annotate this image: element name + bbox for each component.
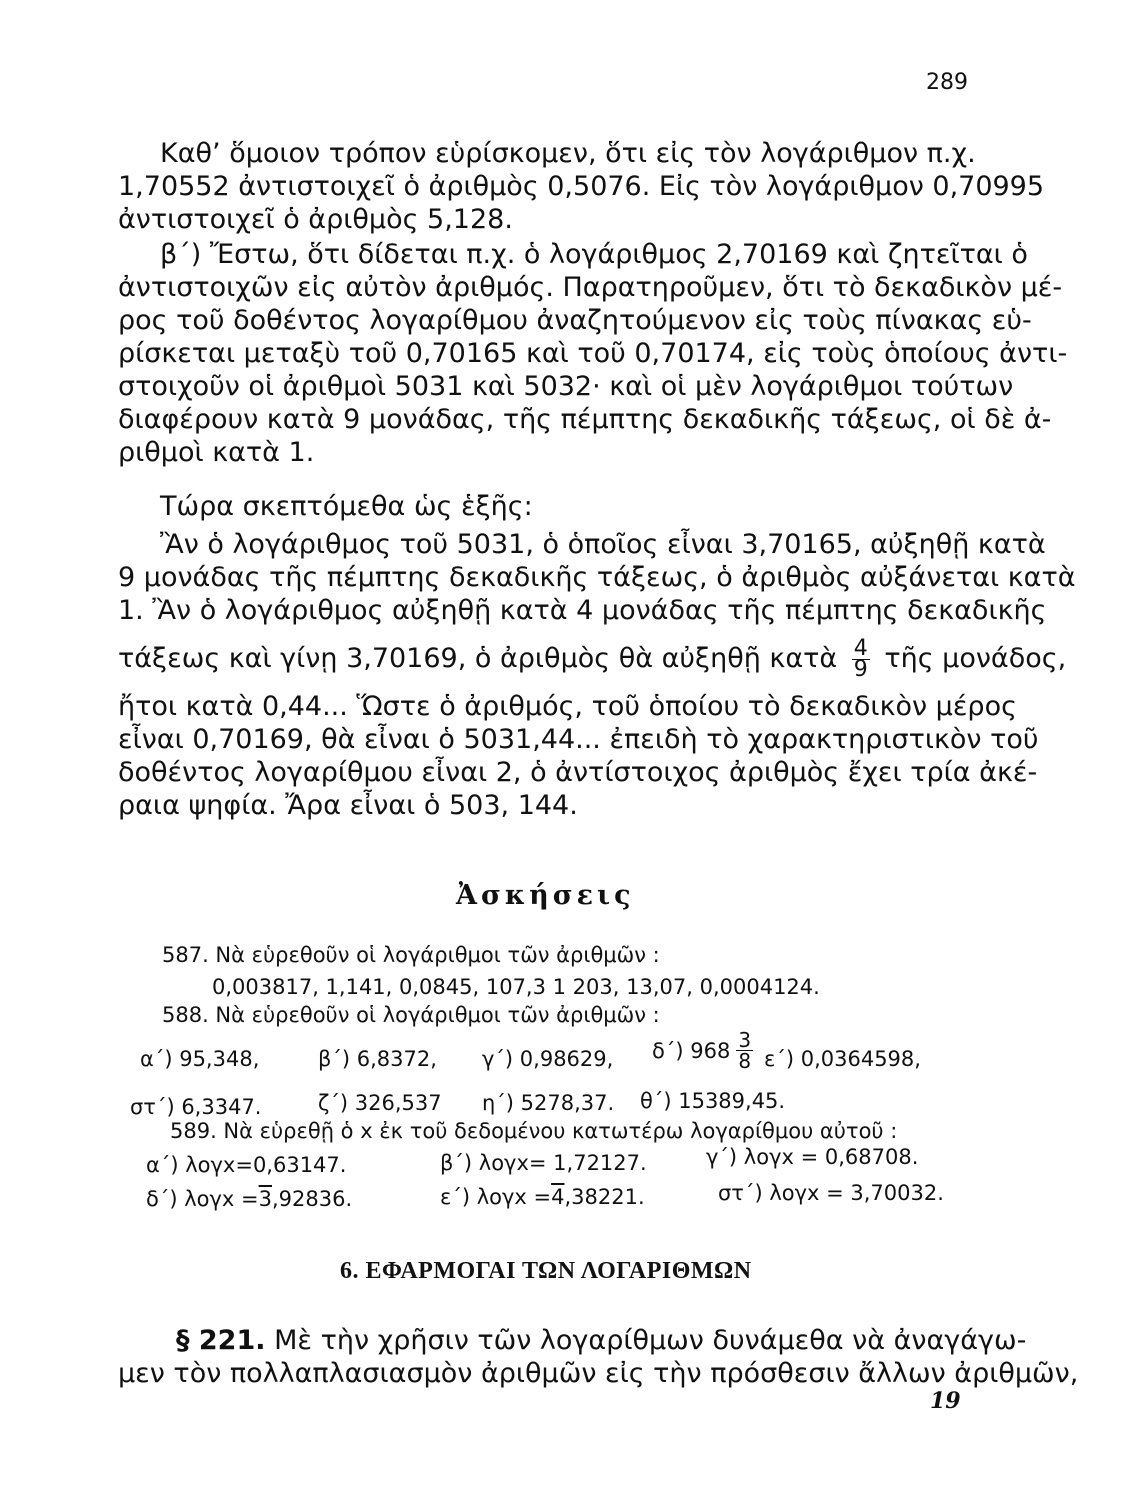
exercise-588-z: ζ΄) 326,537 (318, 1091, 442, 1115)
exercise-588-h: η΄) 5278,37. (482, 1091, 615, 1115)
text-line: ραια ψηφία. Ἄρα εἶναι ὁ 503, 144. (118, 790, 578, 821)
text-line: 9 μονάδας τῆς πέμπτης δεκαδικῆς τάξεως, ὁ ἀριθμὸς αὐξάνεται κατὰ (118, 562, 1076, 593)
text-line: Τώρα σκεπτόμεθα ὡς ἑξῆς: (160, 491, 533, 522)
text-segment: ,92836. (272, 1187, 353, 1211)
section-221-paragraph (118, 1324, 1079, 1390)
text-line: β΄) Ἔστω, ὅτι δίδεται π.χ. ὁ λογάριθμος 2,70169 καὶ ζητεῖται ὁ (160, 239, 1028, 270)
text-segment: τάξεως καὶ γίνῃ 3,70169, ὁ ἀριθμὸς θὰ αὐξηθῇ κατὰ (118, 643, 838, 674)
page-number: 289 (926, 70, 968, 95)
text-segment: ε΄) λογx = (440, 1185, 552, 1209)
text-line: στοιχοῦν οἱ ἀριθμοὶ 5031 καὶ 5032· καὶ οἱ μὲν λογάριθμοι τούτων (118, 371, 1014, 402)
text-line-with-fraction (118, 636, 1067, 682)
exercise-589-a: α΄) λογx=0,63147. (146, 1153, 347, 1177)
exercise-588-e: ε΄) 0,0364598, (764, 1047, 921, 1071)
paragraph-1 (118, 137, 1045, 236)
fraction-numerator: 3 (738, 1028, 752, 1052)
paragraph-4 (118, 528, 1076, 822)
text-segment: ,38221. (564, 1185, 645, 1209)
exercise-588-th: θ΄) 15389,45. (640, 1089, 786, 1113)
text-segment: δ΄) λογx = (146, 1187, 259, 1211)
text-line: διαφέρουν κατὰ 9 μονάδας, τῆς πέμπτης δεκαδικῆς τάξεως, οἱ δὲ ἀ- (118, 404, 1052, 435)
text-line: ρίσκεται μεταξὺ τοῦ 0,70165 καὶ τοῦ 0,70174, εἰς τοὺς ὁποίους ἀντι- (118, 338, 1068, 369)
text-line: Ἂν ὁ λογάριθμος τοῦ 5031, ὁ ὁποῖος εἶναι 3,70165, αὐξηθῇ κατὰ (160, 529, 1046, 560)
text-line: μεν τὸν πολλαπλασιασμὸν ἀριθμῶν εἰς τὴν πρόσθεσιν ἄλλων ἀριθμῶν, (118, 1358, 1079, 1389)
paragraph-2 (118, 238, 1068, 469)
exercise-589-b: β΄) λογx= 1,72127. (440, 1151, 647, 1175)
text-line: 1. Ἂν ὁ λογάριθμος αὐξηθῇ κατὰ 4 μονάδας τῆς πέμπτης δεκαδικῆς (118, 595, 1047, 626)
text-line: ἀντιστοιχῶν εἰς αὐτὸν ἀριθμός. Παρατηροῦμεν, ὅτι τὸ δεκαδικὸν μέ- (118, 272, 1063, 303)
text-line (118, 1324, 1027, 1357)
exercise-588-a: α΄) 95,348, (140, 1047, 260, 1071)
text-segment: Μὲ τὴν χρῆσιν τῶν λογαρίθμων δυνάμεθα νὰ ἀναγάγω- (274, 1325, 1027, 1356)
exercise-589-c: γ΄) λογx = 0,68708. (706, 1145, 919, 1169)
fraction-denominator: 9 (853, 657, 868, 682)
exercise-587-title: 587. Νὰ εὑρεθοῦν οἱ λογάριθμοι τῶν ἀριθμῶν : (162, 943, 660, 967)
fraction (736, 1030, 753, 1071)
section-title: 6. ΕΦΑΡΜΟΓΑΙ ΤΩΝ ΛΟΓΑΡΙΘΜΩΝ (340, 1258, 752, 1284)
text-line: ἀντιστοιχεῖ ὁ ἀριθμὸς 5,128. (118, 204, 513, 235)
negative-characteristic: 3 (258, 1187, 272, 1211)
exercise-588-title: 588. Νὰ εὑρεθοῦν οἱ λογάριθμοι τῶν ἀριθμῶν : (162, 1003, 660, 1027)
text-line: ρος τοῦ δοθέντος λογαρίθμου ἀναζητούμενον εἰς τοὺς πίνακας εὑ- (118, 305, 1032, 336)
exercise-587-values: 0,003817, 1,141, 0,0845, 107,3 1 203, 13,07, 0,0004124. (212, 975, 820, 999)
signature-number: 19 (930, 1388, 961, 1414)
text-line: εἶναι 0,70169, θὰ εἶναι ὁ 5031,44... ἐπειδὴ τὸ χαρακτηριστικὸν τοῦ (118, 724, 1039, 755)
fraction (852, 636, 870, 682)
exercise-588-st: στ΄) 6,3347. (130, 1095, 262, 1119)
fraction-denominator: 8 (738, 1049, 752, 1073)
negative-characteristic: 4 (551, 1185, 565, 1209)
text-segment: δ΄) 968 (652, 1038, 731, 1063)
exercise-589-title: 589. Νὰ εὑρεθῇ ὁ x ἐκ τοῦ δεδομένου κατωτέρω λογαρίθμου αὐτοῦ : (170, 1119, 898, 1143)
text-line: δοθέντος λογαρίθμου εἶναι 2, ὁ ἀντίστοιχος ἀριθμὸς ἔχει τρία ἀκέ- (118, 757, 1038, 788)
text-segment: τῆς μονάδος, (884, 643, 1067, 674)
exercise-589-d (146, 1184, 352, 1214)
exercises-heading: Ἀσκήσεις (456, 880, 635, 911)
text-line: Καθ’ ὅμοιον τρόπον εὑρίσκομεν, ὅτι εἰς τὸν λογάριθμον π.χ. (160, 138, 976, 169)
text-line: ριθμοὶ κατὰ 1. (118, 437, 315, 468)
exercise-588-b: β΄) 6,8372, (318, 1047, 437, 1071)
exercise-589-e (440, 1182, 645, 1212)
fraction-numerator: 4 (853, 636, 868, 661)
text-line: 1,70552 ἀντιστοιχεῖ ὁ ἀριθμὸς 0,5076. Εἰς τὸν λογάριθμον 0,70995 (118, 171, 1045, 202)
section-number: § 221. (176, 1325, 266, 1356)
exercise-588-c: γ΄) 0,98629, (482, 1047, 614, 1071)
paragraph-3 (118, 490, 988, 523)
exercise-588-d (652, 1030, 759, 1071)
text-line: ἤτοι κατὰ 0,44... Ὥστε ὁ ἀριθμός, τοῦ ὁποίου τὸ δεκαδικὸν μέρος (118, 691, 1017, 722)
exercise-589-st: στ΄) λογx = 3,70032. (718, 1181, 944, 1205)
